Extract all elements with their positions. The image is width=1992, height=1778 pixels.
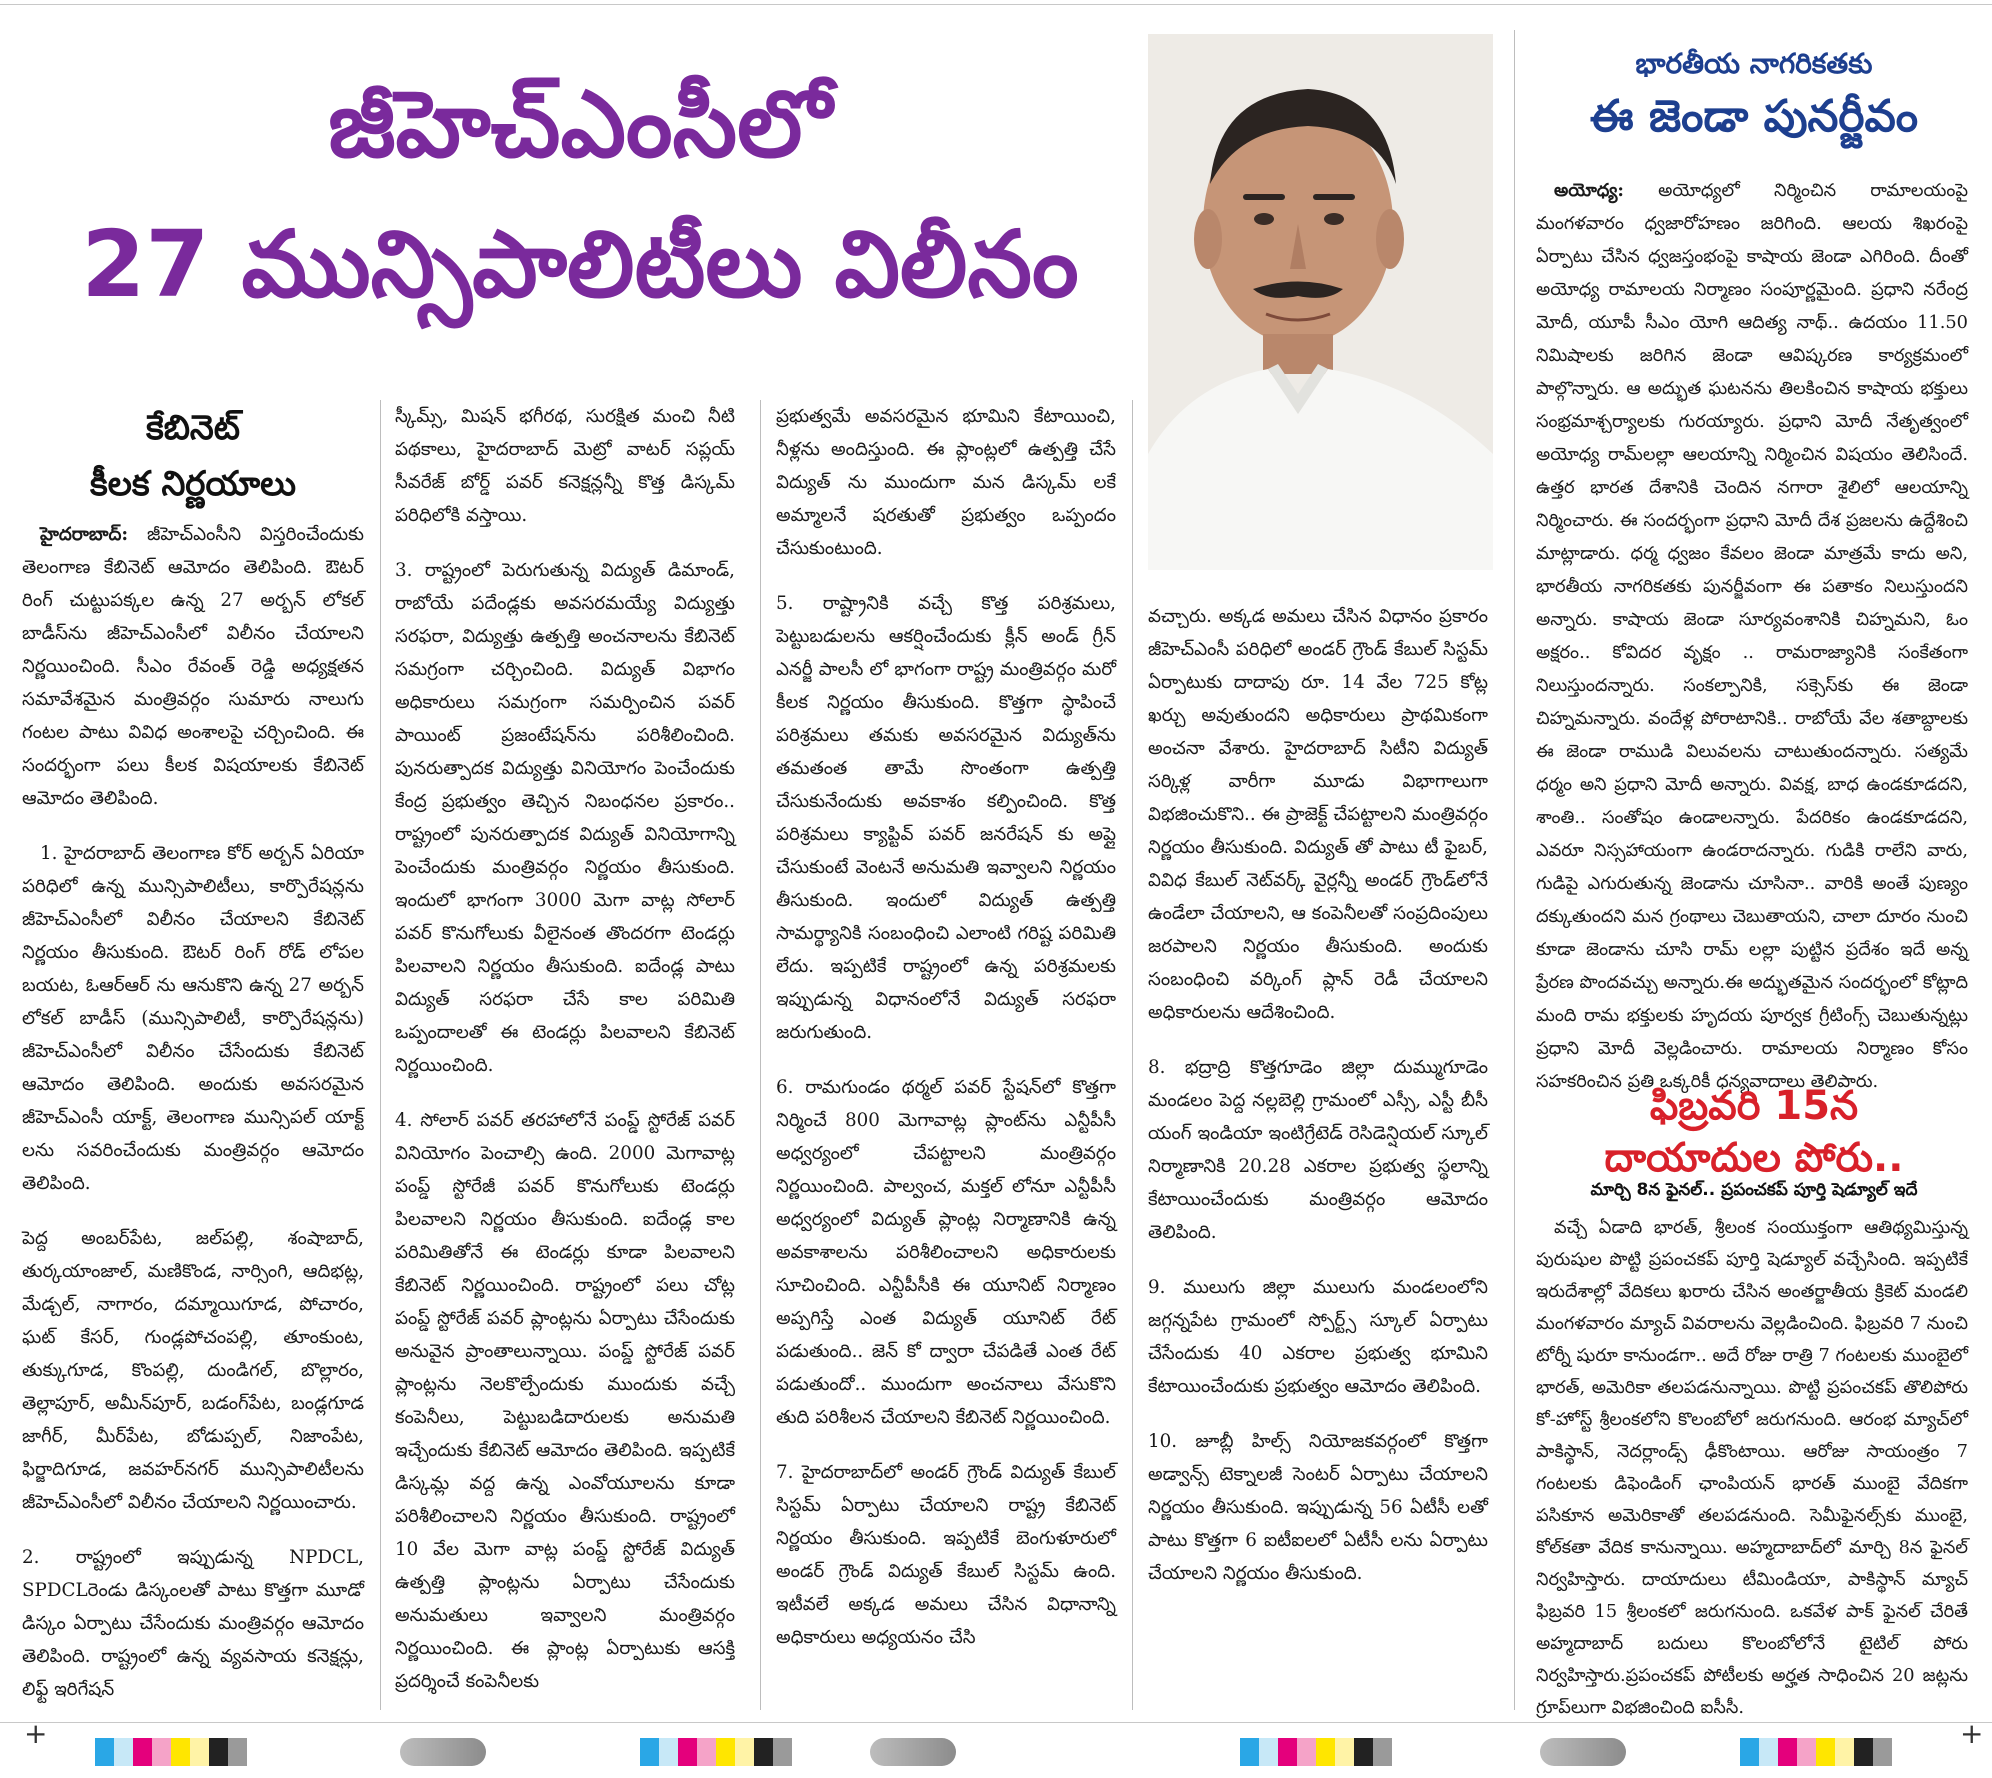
- headline-line-1: జీహెచ్ఎంసీలో: [328, 71, 832, 178]
- decision-10: 10. జూబ్లీ హిల్స్ నియోజకవర్గంలో కొత్తగా అడ్వాన్స్ టెక్నాలజీ సెంటర్ ఏర్పాటు చేయాలని నిర్ణయం తీసుకుంది. ఇప్పుడున్న 56 ఏటీసీ లతో పాటు కొత్తగా 6 ఐటీఐలలో ఏటీసీ లను ఏర్పాటు చేయాలని నిర్ణయం తీసుకుంది.: [1148, 1431, 1488, 1584]
- cabinet-line-2: కీలక నిర్ణయాలు: [90, 464, 296, 504]
- top-rule: [0, 4, 1992, 5]
- column-rule: [380, 400, 381, 1710]
- portrait-photo: [1148, 34, 1493, 570]
- color-bar: [1240, 1738, 1392, 1766]
- cricket-subheadline: మార్చి 8న ఫైనల్.. ప్రపంచకప్ పూర్తి షెడ్యూల్ ఇదే: [1590, 1180, 1918, 1200]
- decision-8: 8. భద్రాద్రి కొత్తగూడెం జిల్లా దుమ్ముగూడెం మండలం పెద్ద నల్లబెల్లి గ్రామంలో ఎస్సీ, ఎస్టీ బీసీ యంగ్ ఇండియా ఇంటిగ్రేటెడ్ రెసిడెన్షియల్ స్కూల్ నిర్మాణానికి 20.28 ఎకరాల ప్రభుత్వ స్థలాన్ని కేటాయించేందుకు మంత్రివర్గం ఆమోదం తెలిపింది.: [1148, 1057, 1488, 1243]
- color-swatch: [735, 1738, 754, 1766]
- decision-1: 1. హైదరాబాద్ తెలంగాణ కోర్ అర్బన్ ఏరియా పరిధిలో ఉన్న మున్సిపాలిటీలు, కార్పొరేషన్లను జీహెచ్ఎంసీలో విలీనం చేయాలని కేబినెట్ నిర్ణయం తీసుకుంది. ఔటర్ రింగ్ రోడ్ లోపల బయట, ఓఆర్ఆర్ ను ఆనుకొని ఉన్న 27 అర్బన్ లోకల్ బాడీస్ (మున్సిపాలిటీ, కార్పొరేషన్లను) జీహెచ్ఎంసీలో విలీనం చేసేందుకు కేబినెట్ ఆమోదం తెలిపింది. అందుకు అవసరమైన జీహెచ్ఎంసీ యాక్ట్, తెలంగాణ మున్సిపల్ యాక్ట్ లను సవరించేందుకు మంత్రివర్గం ఆమోదం తెలిపింది.: [22, 843, 364, 1194]
- ayodhya-dateline: అయోధ్య:: [1554, 180, 1624, 201]
- bottom-rule: [0, 1722, 1992, 1723]
- color-swatch: [1854, 1738, 1873, 1766]
- color-swatch: [1778, 1738, 1797, 1766]
- color-swatch: [678, 1738, 697, 1766]
- intro-paragraph: [22, 518, 364, 815]
- decision-4-continued: ప్రభుత్వమే అవసరమైన భూమిని కేటాయించి, నీళ్లను అందిస్తుంది. ఈ ప్లాంట్లలో ఉత్పత్తి చేసే విద్యుత్ ను ముందుగా మన డిస్కమ్ లకే అమ్మాలనే షరతుతో ప్రభుత్వం ఒప్పందం చేసుకుంటుంది.: [776, 406, 1116, 559]
- cricket-paragraph: వచ్చే ఏడాది భారత్, శ్రీలంక సంయుక్తంగా ఆతిథ్యమిస్తున్న పురుషుల పొట్టి ప్రపంచకప్ పూర్తి షెడ్యూల్ వచ్చేసింది. ఇప్పటికే ఇరుదేశాల్లో వేదికలు ఖరారు చేసిన అంతర్జాతీయ క్రికెట్ మండలి మంగళవారం మ్యాచ్ వివరాలను వెల్లడించింది. ఫిబ్రవరి 7 నుంచి టోర్నీ షురూ కానుండగా.. అదే రోజు రాత్రి 7 గంటలకు ముంబైలో భారత్, అమెరికా తలపడనున్నాయి. పొట్టి ప్రపంచకప్ తొలిపోరు కో-హోస్ట్ శ్రీలంకలోని కొలంబోలో జరుగనుంది. ఆరంభ మ్యాచ్‌లో పాకిస్థాన్, నెదర్లాండ్స్ ఢీకొంటాయి. ఆరోజు సాయంత్రం 7 గంటలకు డిఫెండింగ్ ఛాంపియన్ భారత్ ముంబై వేదికగా పసికూన అమెరికాతో తలపడనుంది. సెమీఫైనల్స్‌కు ముంబై, కోల్‌కతా వేదిక కానున్నాయి. అహ్మదాబాద్‌లో మార్చి 8న ఫైనల్ నిర్వహిస్తారు. దాయాదులు టీమిండియా, పాకిస్థాన్ మ్యాచ్ ఫిబ్రవరి 15 శ్రీలంకలో జరుగనుంది. ఒకవేళ పాక్ ఫైనల్ చేరితే అహ్మదాబాద్ బదులు కొలంబోలోనే టైటిల్ పోరు నిర్వహిస్తారు.ప్రపంచకప్ పోటీలకు అర్హత సాధించిన 20 జట్లను గ్రూప్‌లుగా విభజించింది ఐసీసీ.: [1536, 1217, 1968, 1718]
- cricket-headline-line-2: దాయాదుల పోరు..: [1604, 1135, 1904, 1181]
- column-2: [395, 400, 735, 1720]
- municipality-list: పెద్ద అంబర్‌పేట, జల్‌పల్లి, శంషాబాద్, తుర్కయాంజాల్, మణికొండ, నార్సింగి, ఆదిభట్ల, మేడ్చల్, నాగారం, దమ్మాయిగూడ, పోచారం, ఘట్ కేసర్, గుండ్లపోచంపల్లి, తూంకుంట, తుక్కుగూడ, కొంపల్లి, దుండిగల్, బొల్లారం, తెల్లాపూర్, అమీన్‌పూర్, బడంగ్‌పేట, బండ్లగూడ జాగీర్, మీర్‌పేట, బోడుప్పల్, నిజాంపేట, ఫిర్జాదిగూడ, జవహర్‌నగర్ మున్సిపాలిటీలను జీహెచ్ఎంసీలో విలీనం చేయాలని నిర్ణయించారు.: [22, 1228, 364, 1513]
- color-swatch: [228, 1738, 247, 1766]
- headline-line-2: 27 మున్సిపాలిటీలు విలీనం: [81, 211, 1079, 318]
- cricket-headline-block: [1540, 1080, 1968, 1184]
- cricket-story-body: [1536, 1212, 1968, 1746]
- intro-text: జీహెచ్ఎంసీని విస్తరించేందుకు తెలంగాణ కేబినెట్ ఆమోదం తెలిపింది. ఔటర్ రింగ్ చుట్టుపక్కల ఉన్న 27 అర్బన్ లోకల్ బాడీస్‌ను జీహెచ్ఎంసీలో విలీనం చేయాలని నిర్ణయించింది. సీఎం రేవంత్ రెడ్డి అధ్యక్షతన సమావేశమైన మంత్రివర్గం సుమారు నాలుగు గంటల పాటు వివిధ అంశాలపై చర్చించింది. ఈ సందర్భంగా పలు కీలక విషయాలకు కేబినెట్ ఆమోదం తెలిపింది.: [22, 524, 364, 809]
- color-swatch: [1816, 1738, 1835, 1766]
- dateline: హైదరాబాద్:: [40, 524, 129, 545]
- color-bar: [640, 1738, 792, 1766]
- column-1: [22, 518, 364, 1728]
- gray-scale-pill: [400, 1738, 486, 1766]
- color-swatch: [773, 1738, 792, 1766]
- color-swatch: [716, 1738, 735, 1766]
- color-swatch: [133, 1738, 152, 1766]
- decision-9: 9. ములుగు జిల్లా ములుగు మండలంలోని జగ్గన్నపేట గ్రామంలో స్పోర్ట్స్ స్కూల్ ఏర్పాటు చేసేందుకు 40 ఎకరాల ప్రభుత్వ భూమిని కేటాయించేందుకు ప్రభుత్వం ఆమోదం తెలిపింది.: [1148, 1277, 1488, 1397]
- ayodhya-story-body: [1536, 174, 1968, 1120]
- ayodhya-text: అయోధ్యలో నిర్మించిన రామాలయంపై మంగళవారం ధ్వజారోహణం జరిగింది. ఆలయ శిఖరంపై ఏర్పాటు చేసిన ధ్వజస్తంభంపై కాషాయ జెండా ఎగిరింది. దీంతో అయోధ్య రామాలయ నిర్మాణం సంపూర్ణమైంది. ప్రధాని నరేంద్ర మోదీ, యూపీ సీఎం యోగి ఆదిత్య నాథ్.. ఉదయం 11.50 నిమిషాలకు జరిగిన జెండా ఆవిష్కరణ కార్యక్రమంలో పాల్గొన్నారు. ఆ అద్భుత ఘటనను తిలకించిన కాషాయ భక్తులు సంభ్రమాశ్చర్యాలకు గురయ్యారు. ప్రధాని మోదీ నేతృత్వంలో అయోధ్య రామ్‌లల్లా ఆలయాన్ని నిర్మించిన విషయం తెలిసిందే. ఉత్తర భారత దేశానికి చెందిన నగారా శైలిలో ఆలయాన్ని నిర్మించారు. ఈ సందర్భంగా ప్రధాని మోదీ దేశ ప్రజలను ఉద్దేశించి మాట్లాడారు. ధర్మ ధ్వజం కేవలం జెండా మాత్రమే కాదు అని, భారతీయ నాగరికతకు పునర్జీవంగా ఈ పతాకం నిలుస్తుందని అన్నారు. కాషాయ జెండా సూర్యవంశానికి చిహ్నమని, ఓం అక్షరం.. కోవిదర వృక్షం .. రామరాజ్యానికి సంకేతంగా నిలుస్తుందన్నారు. సంకల్పానికి, సక్సెస్‌కు ఈ జెండా చిహ్నమన్నారు. వందేళ్ల పోరాటానికి.. రాబోయే వేల శతాబ్దాలకు ఈ జెండా రాముడి విలువలను చాటుతుందన్నారు. సత్యమే ధర్మం అని ప్రధాని మోదీ అన్నారు. వివక్ష, బాధ ఉండకూడదని, శాంతి.. సంతోషం ఉండాలన్నారు. పేదరికం ఉండకూడదని, ఎవరూ నిస్సహాయంగా ఉండరాదన్నారు. గుడికి రాలేని వారు, గుడిపై ఎగురుతున్న జెండాను చూసినా.. వారికి అంతే పుణ్యం దక్కుతుందని మన గ్రంథాలు చెబుతాయని, చాలా దూరం నుంచి కూడా జెండాను చూసి రామ్ లల్లా పుట్టిన ప్రదేశం ఇదే అన్న ప్రేరణ పొందవచ్చు అన్నారు.ఈ అద్భుతమైన సందర్భంలో కోట్లాది మంది రామ భక్తులకు హృదయ పూర్వక గ్రీటింగ్స్ చెబుతున్నట్లు ప్రధాని మోదీ వెల్లడించారు. రామాలయ నిర్మాణం కోసం సహకరించిన ప్రతి ఒక్కరికీ ధన్యవాదాలు తెలిపారు.: [1536, 180, 1969, 1092]
- color-swatch: [152, 1738, 171, 1766]
- column-rule: [1132, 400, 1133, 1710]
- color-swatch: [1354, 1738, 1373, 1766]
- color-swatch: [640, 1738, 659, 1766]
- color-swatch: [1873, 1738, 1892, 1766]
- gray-scale-pill: [870, 1738, 956, 1766]
- column-rule: [1514, 30, 1515, 1710]
- column-3: [776, 400, 1116, 1676]
- color-swatch: [1297, 1738, 1316, 1766]
- column-4: [1148, 600, 1488, 1612]
- ayodhya-headline-block: [1540, 44, 1968, 150]
- gray-scale-pill: [1540, 1738, 1626, 1766]
- color-swatch: [1316, 1738, 1335, 1766]
- cabinet-line-1: కేబినెట్: [145, 408, 241, 448]
- cricket-headline-line-1: ఫిబ్రవరి 15న: [1649, 1083, 1859, 1129]
- crop-mark: +: [1960, 1717, 1984, 1750]
- color-swatch: [1335, 1738, 1354, 1766]
- color-swatch: [114, 1738, 133, 1766]
- ayodhya-paragraph: [1536, 174, 1968, 1098]
- decision-7-continued: వచ్చారు. అక్కడ అమలు చేసిన విధానం ప్రకారం జీహెచ్ఎంసీ పరిధిలో అండర్ గ్రౌండ్ కేబుల్ సిస్టమ్ ఏర్పాటుకు దాదాపు రూ. 14 వేల 725 కోట్ల ఖర్చు అవుతుందని అధికారులు ప్రాథమికంగా అంచనా వేశారు. హైదరాబాద్ సిటీని విద్యుత్ సర్కిళ్ల వారీగా మూడు విభాగాలుగా విభజించుకొని.. ఈ ప్రాజెక్ట్ చేపట్టాలని మంత్రివర్గం నిర్ణయం తీసుకుంది. విద్యుత్ తో పాటు టీ ఫైబర్, వివిధ కేబుల్ నెట్‌వర్క్ వైర్లన్నీ అండర్ గ్రౌండ్‌లోనే ఉండేలా చేయాలని, ఆ కంపెనీలతో సంప్రదింపులు జరపాలని నిర్ణయం తీసుకుంది. అందుకు సంబంధించి వర్కింగ్ ప్లాన్ రెడీ చేయాలని అధికారులను ఆదేశించింది.: [1148, 606, 1488, 1023]
- color-swatch: [697, 1738, 716, 1766]
- decision-7: 7. హైదరాబాద్‌లో అండర్ గ్రౌండ్ విద్యుత్ కేబుల్ సిస్టమ్ ఏర్పాటు చేయాలని రాష్ట్ర కేబినెట్ నిర్ణయం తీసుకుంది. ఇప్పటికే బెంగుళూరులో అండర్ గ్రౌండ్ విద్యుత్ కేబుల్ సిస్టమ్ ఉంది. ఇటీవలే అక్కడ అమలు చేసిన విధానాన్ని అధికారులు అధ్యయనం చేసి: [776, 1462, 1116, 1648]
- color-bar: [95, 1738, 247, 1766]
- color-swatch: [209, 1738, 228, 1766]
- color-swatch: [1240, 1738, 1259, 1766]
- color-bar: [1740, 1738, 1892, 1766]
- crop-mark: +: [24, 1717, 48, 1750]
- color-swatch: [754, 1738, 773, 1766]
- decision-6: 6. రామగుండం థర్మల్ పవర్ స్టేషన్‌లో కొత్తగా నిర్మించే 800 మెగావాట్ల ప్లాంట్‌ను ఎన్టీపీసీ అధ్వర్యంలో చేపట్టాలని మంత్రివర్గం నిర్ణయించింది. పాల్వంచ, మక్తల్ లోనూ ఎన్టీపీసీ అధ్వర్యంలో విద్యుత్ ప్లాంట్ల నిర్మాణానికి ఉన్న అవకాశాలను పరిశీలించాలని అధికారులకు సూచించింది. ఎన్టీపీసీకి ఈ యూనిట్ నిర్మాణం అప్పగిస్తే ఎంత విద్యుత్ యూనిట్ రేట్ పడుతుంది.. జెన్ కో ద్వారా చేపడితే ఎంత రేట్ పడుతుందో.. ముందుగా అంచనాలు వేసుకొని తుది పరిశీలన చేయాలని కేబినెట్ నిర్ణయించింది.: [776, 1077, 1116, 1428]
- color-swatch: [1259, 1738, 1278, 1766]
- color-swatch: [1373, 1738, 1392, 1766]
- decision-2: 2. రాష్ట్రంలో ఇప్పుడున్న NPDCL, SPDCLరెండు డిస్కంలతో పాటు కొత్తగా మూడో డిస్కం ఏర్పాటు చేసేందుకు మంత్రివర్గం ఆమోదం తెలిపింది. రాష్ట్రంలో ఉన్న వ్యవసాయ కనెక్షన్లు, లిఫ్ట్ ఇరిగేషన్: [22, 1547, 364, 1700]
- ayodhya-headline: ఈ జెండా పునర్జీవం: [1589, 91, 1919, 142]
- color-swatch: [1740, 1738, 1759, 1766]
- color-swatch: [95, 1738, 114, 1766]
- decision-3: 3. రాష్ట్రంలో పెరుగుతున్న విద్యుత్ డిమాండ్, రాబోయే పదేండ్లకు అవసరమయ్యే విద్యుత్తు సరఫరా, విద్యుత్తు ఉత్పత్తి అంచనాలను కేబినెట్ సమగ్రంగా చర్చించింది. విద్యుత్ విభాగం అధికారులు సమగ్రంగా సమర్పించిన పవర్ పాయింట్ ప్రజంటేషన్‌ను పరిశీలించింది. పునరుత్పాదక విద్యుత్తు వినియోగం పెంచేందుకు కేంద్ర ప్రభుత్వం తెచ్చిన నిబంధనల ప్రకారం.. రాష్ట్రంలో పునరుత్పాదక విద్యుత్ వినియోగాన్ని పెంచేందుకు మంత్రివర్గం నిర్ణయం తీసుకుంది. ఇందులో భాగంగా 3000 మెగా వాట్ల సోలార్ పవర్ కొనుగోలుకు వీలైనంత తొందరగా టెండర్లు పిలవాలని నిర్ణయం తీసుకుంది. ఐదేండ్ల పాటు విద్యుత్ సరఫరా చేసే కాల పరిమితి ఒప్పందాలతో ఈ టెండర్లు పిలవాలని కేబినెట్ నిర్ణయించింది.: [395, 560, 735, 1076]
- color-swatch: [190, 1738, 209, 1766]
- main-headline: [30, 60, 1130, 340]
- decision-5: 5. రాష్ట్రానికి వచ్చే కొత్త పరిశ్రమలు, పెట్టుబడులను ఆకర్షించేందుకు క్లీన్ అండ్ గ్రీన్ ఎనర్జీ పాలసీ లో భాగంగా రాష్ట్ర మంత్రివర్గం మరో కీలక నిర్ణయం తీసుకుంది. కొత్తగా స్థాపించే పరిశ్రమలు తమకు అవసరమైన విద్యుత్‌ను తమతంత తామే సొంతంగా ఉత్పత్తి చేసుకునేందుకు అవకాశం కల్పించింది. కొత్త పరిశ్రమలు క్యాప్టివ్ పవర్ జనరేషన్ కు అప్లై చేసుకుంటే వెంటనే అనుమతి ఇవ్వాలని నిర్ణయం తీసుకుంది. ఇందులో విద్యుత్ ఉత్పత్తి సామర్థ్యానికి సంబంధించి ఎలాంటి గరిష్ట పరిమితి లేదు. ఇప్పటికే రాష్ట్రంలో ఉన్న పరిశ్రమలకు ఇప్పుడున్న విధానంలోనే విద్యుత్ సరఫరా జరుగుతుంది.: [776, 593, 1116, 1043]
- color-swatch: [1759, 1738, 1778, 1766]
- color-swatch: [1835, 1738, 1854, 1766]
- color-swatch: [659, 1738, 678, 1766]
- color-swatch: [171, 1738, 190, 1766]
- cabinet-subheadline: [22, 400, 364, 512]
- ayodhya-kicker: భారతీయ నాగరికతకు: [1635, 47, 1873, 80]
- color-swatch: [1797, 1738, 1816, 1766]
- decision-4: 4. సోలార్ పవర్ తరహాలోనే పంప్డ్ స్టోరేజ్ పవర్ వినియోగం పెంచాల్సి ఉంది. 2000 మెగావాట్ల పంప్డ్ స్టోరేజీ పవర్ కొనుగోలుకు టెండర్లు పిలవాలని నిర్ణయం తీసుకుంది. ఐదేండ్ల కాల పరిమితితోనే ఈ టెండర్లు కూడా పిలవాలని కేబినెట్ నిర్ణయించింది. రాష్ట్రంలో పలు చోట్ల పంప్డ్ స్టోరేజ్ పవర్ ప్లాంట్లను ఏర్పాటు చేసేందుకు అనువైన ప్రాంతాలున్నాయి. పంప్డ్ స్టోరేజ్ పవర్ ప్లాంట్లను నెలకొల్పేందుకు ముందుకు వచ్చే కంపెనీలు, పెట్టుబడిదారులకు అనుమతి ఇచ్చేందుకు కేబినెట్ ఆమోదం తెలిపింది. ఇప్పటికే డిస్కమ్ల వద్ద ఉన్న ఎంవోయూలను కూడా పరిశీలించాలని నిర్ణయం తీసుకుంది. రాష్ట్రంలో 10 వేల మెగా వాట్ల పంప్డ్ స్టోరేజ్ విద్యుత్ ఉత్పత్తి ప్లాంట్లను ఏర్పాటు చేసేందుకు అనుమతులు ఇవ్వాలని మంత్రివర్గం నిర్ణయించింది. ఈ ప్లాంట్ల ఏర్పాటుకు ఆసక్తి ప్రదర్శించే కంపెనీలకు: [395, 1110, 735, 1692]
- column-rule: [760, 400, 761, 1710]
- decision-2-continued: స్కీమ్స్, మిషన్ భగీరథ, సురక్షిత మంచి నీటి పథకాలు, హైదరాబాద్ మెట్రో వాటర్ సప్లయ్ సీవరేజ్ బోర్డ్ పవర్ కనెక్షన్లన్నీ కొత్త డిస్కమ్ పరిధిలోకి వస్తాయి.: [395, 406, 735, 526]
- color-swatch: [1278, 1738, 1297, 1766]
